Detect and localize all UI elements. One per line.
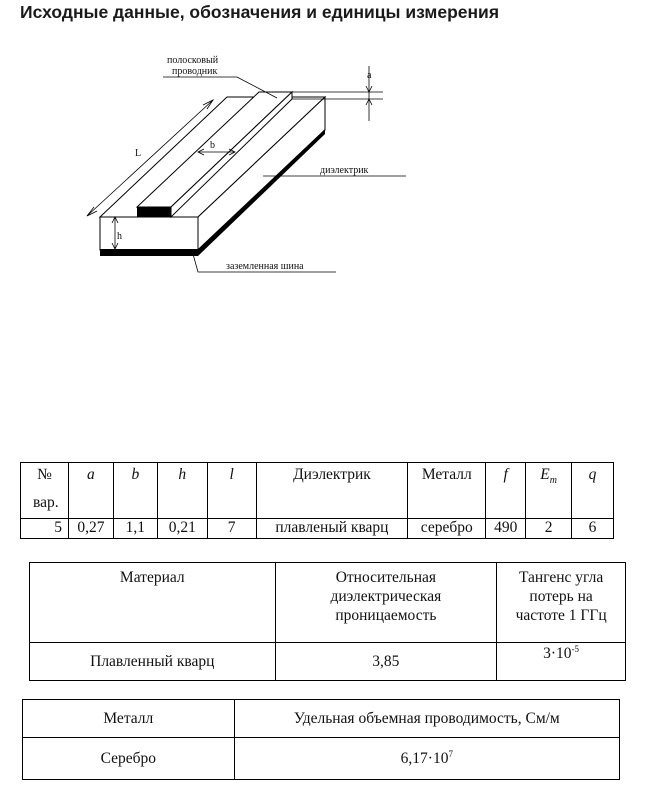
header-material: Материал	[30, 563, 276, 643]
table-header-row	[30, 563, 626, 643]
header-permittivity: Относительная диэлектрическая проницаемость	[275, 563, 497, 643]
header-conductivity: Удельная объемная проводимость, См/м	[234, 700, 619, 738]
variant-data-table	[20, 462, 614, 539]
conductor-label-line1: полосковый	[167, 55, 219, 66]
dimension-L-label: L	[135, 148, 142, 159]
ground-plane-front	[100, 249, 198, 256]
cell-variant-number: 5	[21, 519, 69, 539]
cell-metal: серебро	[408, 519, 486, 539]
header-h: h	[157, 463, 207, 519]
header-metal: Металл	[408, 463, 486, 519]
dimension-a-label: a	[367, 70, 372, 81]
ground-label: заземленная шина	[226, 261, 304, 272]
header-b: b	[113, 463, 157, 519]
microstrip-line-diagram	[0, 0, 666, 300]
header-f: f	[486, 463, 526, 519]
cell-dielectric: плавленый кварц	[256, 519, 408, 539]
dimension-h-label: h	[117, 231, 122, 242]
cell-a: 0,27	[68, 519, 113, 539]
table-header-row	[21, 463, 614, 519]
dielectric-label: диэлектрик	[320, 165, 369, 176]
header-variant-number: № вар.	[21, 463, 69, 519]
table-header-row	[23, 700, 620, 738]
dimension-b-label: b	[210, 140, 215, 151]
header-q: q	[572, 463, 614, 519]
cell-material: Плавленный кварц	[30, 643, 276, 681]
cell-loss-tangent: $3\cdot 10^{-5}$	[497, 643, 626, 681]
header-loss-tangent: Тангенс угла потерь на частоте 1 ГГц	[497, 563, 626, 643]
cell-permittivity: 3,85	[275, 643, 497, 681]
header-l: l	[207, 463, 256, 519]
page-title: Исходные данные, обозначения и единицы измерения	[20, 2, 500, 22]
header-metal: Металл	[23, 700, 235, 738]
cell-f: 490	[486, 519, 526, 539]
cell-em: 2	[526, 519, 572, 539]
metal-properties-table	[22, 699, 620, 780]
cell-b: 1,1	[113, 519, 157, 539]
header-a: a	[68, 463, 113, 519]
material-properties-table	[29, 562, 626, 681]
table-row	[23, 738, 620, 780]
header-em: $E_m$	[526, 463, 572, 519]
cell-h: 0,21	[157, 519, 207, 539]
header-dielectric: Диэлектрик	[256, 463, 408, 519]
cell-q: 6	[572, 519, 614, 539]
table-row	[30, 643, 626, 681]
cell-metal: Серебро	[23, 738, 235, 780]
cell-l: 7	[207, 519, 256, 539]
cell-conductivity: $6,17\cdot 10^7$	[234, 738, 619, 780]
table-row	[21, 519, 614, 539]
conductor-label-line2: проводник	[172, 66, 218, 77]
strip-conductor-front	[137, 207, 171, 217]
